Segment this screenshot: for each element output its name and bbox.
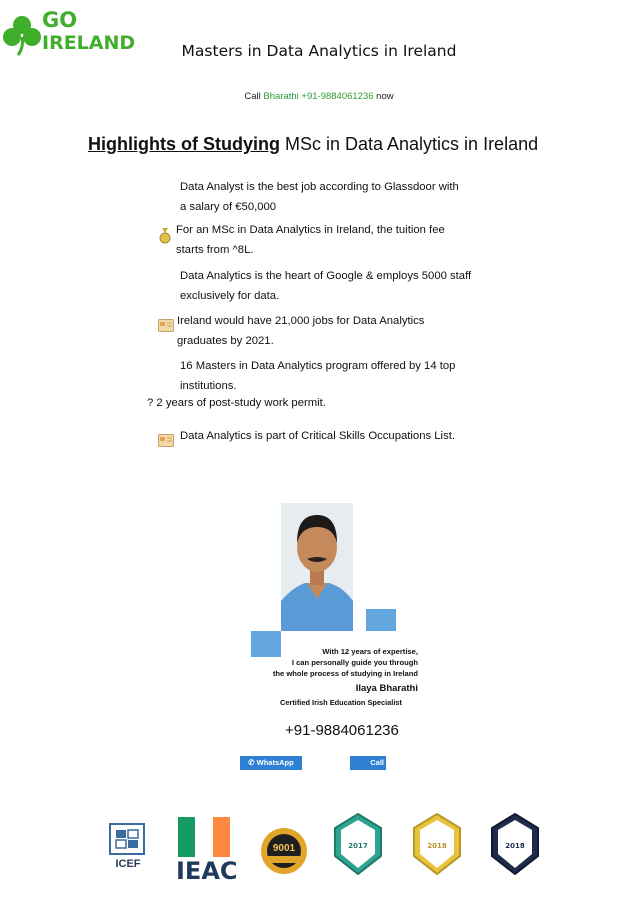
award-badge-2018-yellow	[412, 812, 462, 876]
irish-flag-icon	[178, 817, 230, 857]
expert-line1: With 12 years of expertise,	[322, 647, 418, 656]
highlight-item	[180, 266, 471, 306]
card-icon	[158, 319, 174, 332]
ieac-label: IEAC	[176, 857, 238, 885]
highlight-line2: a salary of €50,000	[180, 201, 277, 213]
highlight-item	[180, 177, 459, 217]
highlight-line2: starts from ^8L.	[176, 244, 254, 256]
highlight-line2: institutions.	[180, 380, 237, 392]
call-suffix: now	[373, 91, 394, 102]
call-prefix: Call	[244, 91, 264, 102]
call-button[interactable]: Call	[350, 756, 386, 770]
expert-blurb	[273, 646, 418, 679]
call-name[interactable]: Bharathi	[263, 91, 299, 102]
logo-line1: GO	[42, 8, 78, 32]
whatsapp-button[interactable]: ✆ WhatsApp	[240, 756, 302, 770]
award-2017-label: 2017	[348, 842, 368, 850]
highlight-item	[180, 356, 455, 396]
highlight-line2: graduates by 2021.	[177, 335, 274, 347]
photo-fragment-right	[366, 609, 396, 631]
heading-bold: Highlights of Studying	[88, 134, 280, 154]
consultant-phone[interactable]: +91-9884061236	[285, 722, 399, 739]
call-phone[interactable]: +91-9884061236	[301, 91, 374, 102]
ieac-badge	[176, 817, 238, 887]
highlights-heading	[88, 134, 538, 155]
expert-line2: I can personally guide you through	[291, 658, 418, 667]
expert-line3: the whole process of studying in Ireland	[272, 669, 418, 678]
highlight-item	[177, 311, 424, 351]
heading-rest: MSc in Data Analytics in Ireland	[279, 134, 539, 154]
highlight-line1: Data Analytics is the heart of Google & employs 5000 staff	[180, 270, 472, 282]
iso-badge	[259, 826, 309, 876]
highlight-line2: exclusively for data.	[180, 290, 280, 302]
award-badge-2017	[333, 812, 383, 876]
consultant-photo	[281, 503, 353, 631]
call-line	[0, 91, 638, 102]
critical-skills-item: Data Analytics is part of Critical Skills Occupations List.	[180, 430, 455, 442]
highlight-item	[176, 220, 445, 260]
highlight-line1: For an MSc in Data Analytics in Ireland, the tuition fee	[176, 224, 445, 236]
logo-line2: IRELAND	[42, 32, 136, 54]
card-icon	[158, 434, 174, 447]
page-title: Masters in Data Analytics in Ireland	[181, 42, 457, 60]
consultant-name: Ilaya Bharathi	[355, 683, 418, 694]
highlight-line1: 16 Masters in Data Analytics program offered by 14 top	[180, 360, 456, 372]
post-study-note: ? 2 years of post-study work permit.	[147, 397, 326, 409]
award-2018-dark-label: 2018	[505, 842, 525, 850]
highlight-line1: Data Analyst is the best job according to Glassdoor with	[180, 181, 459, 193]
highlight-line1: Ireland would have 21,000 jobs for Data Analytics	[177, 315, 425, 327]
icef-label: ICEF	[115, 858, 141, 870]
award-2018-label: 2018	[427, 842, 447, 850]
medal-icon	[158, 228, 172, 244]
icef-badge	[106, 822, 150, 884]
iso-label: 9001	[272, 843, 296, 854]
icef-logo-icon	[108, 822, 146, 856]
award-badge-2018-dark	[490, 812, 540, 876]
consultant-title: Certified Irish Education Specialist	[280, 698, 402, 707]
